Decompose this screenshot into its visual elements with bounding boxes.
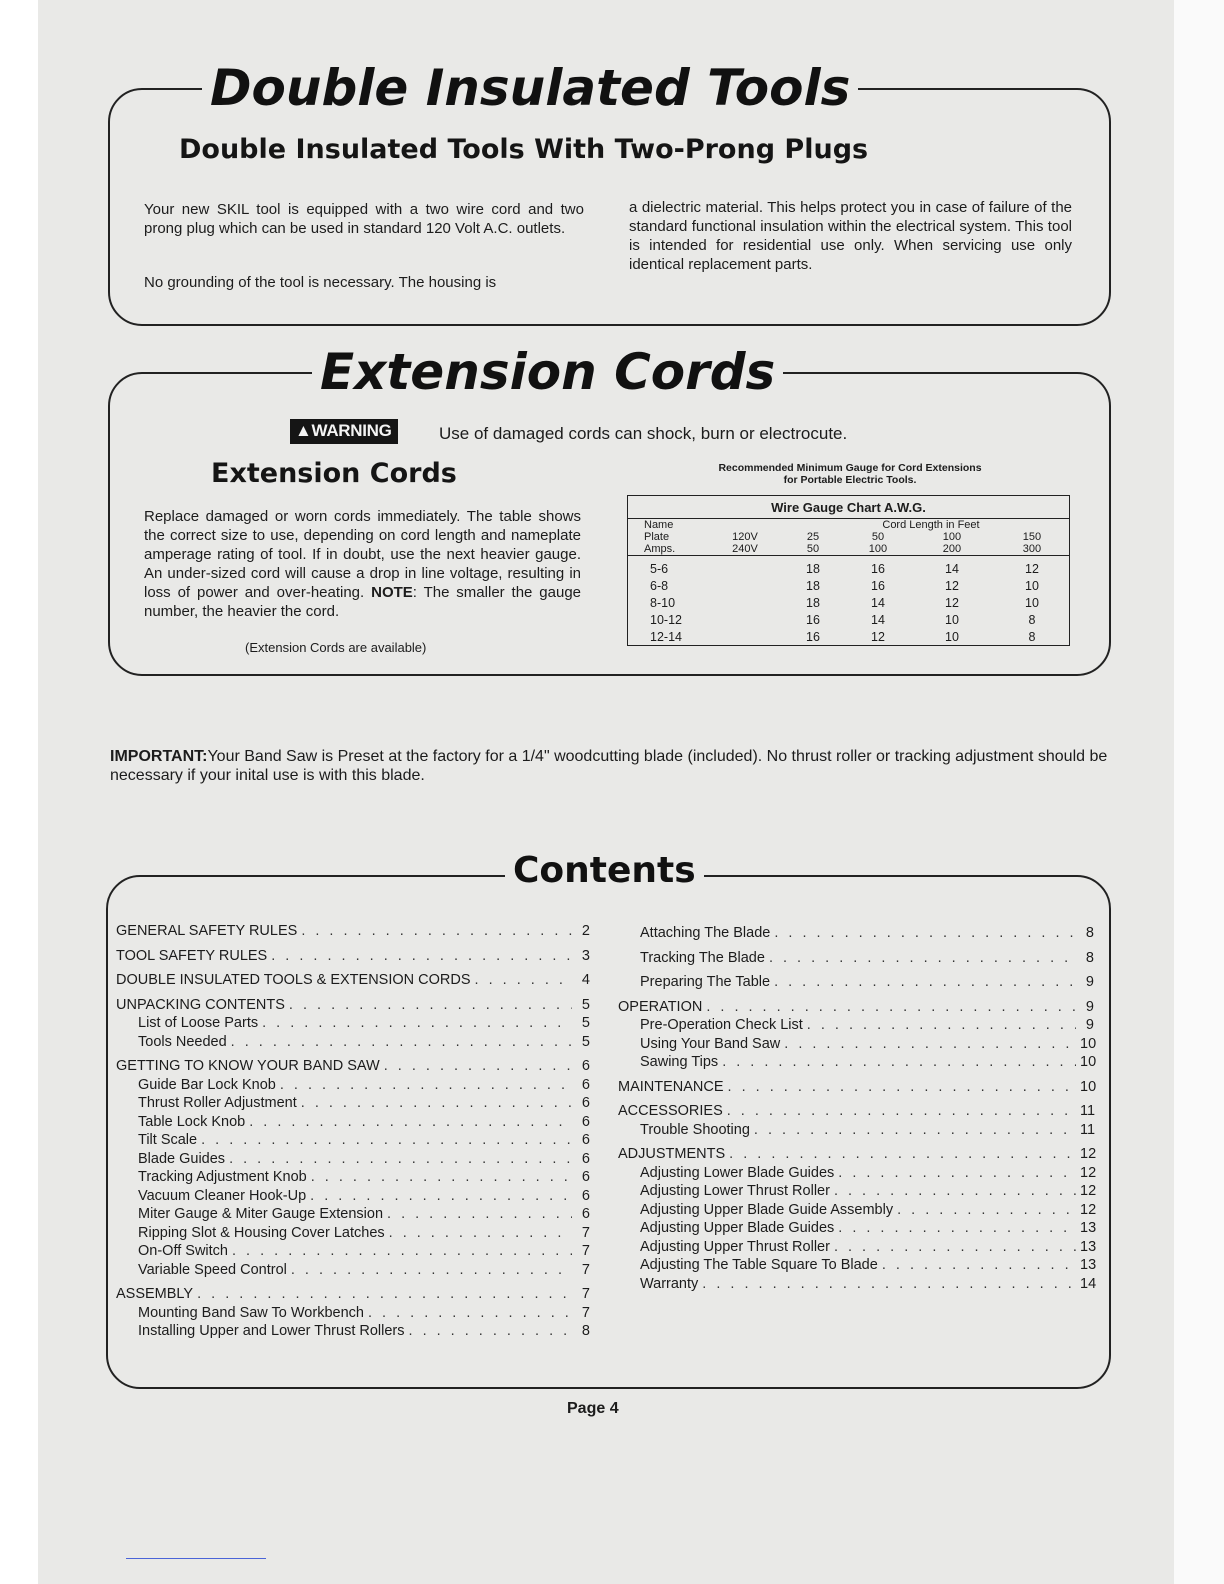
toc-entry (618, 1201, 1097, 1220)
gauge-col-name-plate (628, 519, 711, 556)
toc-entry-page: 14 (1080, 1275, 1097, 1292)
double-insulated-subtitle: Double Insulated Tools With Two-Prong Plugs (179, 134, 869, 165)
toc-leader-dots (838, 1164, 1076, 1183)
toc-leader-dots (769, 949, 1076, 968)
double-insulated-left-p2: No grounding of the tool is necessary. The housing is (144, 274, 497, 291)
toc-entry (618, 1016, 1094, 1035)
toc-entry-title: TOOL SAFETY RULES (116, 947, 268, 964)
toc-leader-dots (310, 1187, 572, 1206)
extension-cords-body (144, 507, 581, 621)
toc-entry-page: 6 (581, 1150, 590, 1167)
gauge-value-cell: 8 (1028, 612, 1036, 627)
contents-right-column (618, 924, 1097, 1293)
toc-entry-page: 6 (581, 1187, 590, 1204)
toc-entry-title: OPERATION (618, 998, 703, 1015)
gauge-volts-120: 120V (732, 531, 758, 543)
toc-leader-dots (728, 1078, 1076, 1097)
toc-entry-title: ASSEMBLY (116, 1286, 194, 1302)
toc-leader-dots (475, 971, 572, 990)
gauge-volts-spacer (711, 594, 779, 611)
gauge-length-header (779, 519, 1070, 556)
toc-entry (116, 1113, 590, 1132)
toc-entry-page: 7 (581, 1261, 590, 1278)
toc-leader-dots (231, 1033, 572, 1052)
toc-leader-dots (301, 922, 572, 941)
toc-entry (618, 1078, 1097, 1097)
gauge-amps-cell: 5-6 (650, 561, 669, 576)
toc-entry (116, 996, 590, 1015)
toc-entry-page: 10 (1080, 1054, 1097, 1070)
gauge-length-120-d: 150 (1022, 531, 1042, 543)
gauge-chart-heading: Wire Gauge Chart A.W.G. (628, 496, 1070, 519)
toc-entry-title: Pre-Operation Check List (640, 1017, 803, 1033)
toc-entry-title: Guide Bar Lock Knob (138, 1076, 276, 1093)
toc-entry (116, 1285, 590, 1304)
toc-entry-title: GETTING TO KNOW YOUR BAND SAW (116, 1058, 380, 1074)
toc-entry-page: 9 (1085, 1017, 1094, 1033)
gauge-cord-length-label: Cord Length in Feet (882, 519, 980, 531)
toc-leader-dots (722, 1053, 1076, 1072)
toc-entry-page: 12 (1080, 1201, 1097, 1218)
toc-entry-page: 7 (581, 1304, 590, 1321)
toc-leader-dots (232, 1242, 572, 1261)
toc-entry-page: 6 (581, 1076, 590, 1093)
toc-entry-title: Tracking Adjustment Knob (138, 1169, 307, 1185)
toc-entry-title: Ripping Slot & Housing Cover Latches (138, 1224, 385, 1241)
toc-leader-dots (706, 998, 1076, 1017)
gauge-length-240-c: 200 (942, 543, 962, 555)
toc-leader-dots (229, 1150, 572, 1169)
toc-leader-dots (384, 1057, 572, 1076)
gauge-col-plate: Plate (644, 531, 670, 543)
toc-leader-dots (280, 1076, 572, 1095)
toc-entry-title: Trouble Shooting (640, 1121, 750, 1138)
toc-entry-title: On-Off Switch (138, 1243, 228, 1259)
gauge-value-cell: 16 (806, 612, 820, 627)
toc-entry-page: 13 (1080, 1238, 1097, 1255)
gauge-length-240-b: 100 (868, 543, 888, 555)
toc-leader-dots (368, 1304, 572, 1323)
toc-entry-page: 13 (1080, 1257, 1097, 1273)
contents-left-column (116, 922, 590, 1341)
toc-entry-title: UNPACKING CONTENTS (116, 996, 285, 1013)
toc-leader-dots (311, 1168, 572, 1187)
toc-entry-title: DOUBLE INSULATED TOOLS & EXTENSION CORDS (116, 972, 471, 988)
toc-entry-page: 6 (581, 1095, 590, 1111)
note-text: : The smaller the gauge number, the heavier the cord. (144, 584, 582, 620)
toc-entry-title: Using Your Band Saw (640, 1035, 781, 1052)
toc-entry (618, 1256, 1097, 1275)
toc-entry (116, 1131, 590, 1150)
toc-entry-title: Variable Speed Control (138, 1261, 287, 1278)
gauge-value-cell: 14 (945, 561, 959, 576)
toc-leader-dots (409, 1322, 572, 1341)
toc-entry (618, 1035, 1097, 1054)
toc-entry-page: 6 (581, 1058, 590, 1074)
toc-entry (618, 1238, 1097, 1257)
gauge-length-240-a: 50 (806, 543, 820, 555)
toc-entry-title: List of Loose Parts (138, 1015, 259, 1031)
toc-entry-title: MAINTENANCE (618, 1078, 724, 1095)
gauge-amps-cell: 6-8 (650, 578, 669, 593)
toc-entry-title: Table Lock Knob (138, 1113, 246, 1130)
gauge-value-cell: 14 (871, 612, 885, 627)
toc-leader-dots (774, 924, 1076, 943)
toc-entry-page: 5 (581, 996, 590, 1013)
toc-entry-page: 7 (581, 1243, 590, 1259)
toc-entry (116, 1094, 590, 1113)
toc-entry-title: Tracking The Blade (640, 949, 765, 966)
toc-leader-dots (807, 1016, 1076, 1035)
toc-leader-dots (301, 1094, 572, 1113)
toc-leader-dots (201, 1131, 572, 1150)
gauge-row (628, 577, 1070, 594)
toc-entry-page: 2 (581, 923, 590, 939)
important-note (110, 747, 1110, 785)
gauge-row (628, 594, 1070, 611)
bottom-rule (126, 1558, 266, 1559)
toc-leader-dots (754, 1121, 1076, 1140)
toc-entry-title: Warranty (640, 1275, 699, 1292)
gauge-volts-spacer (711, 611, 779, 628)
gauge-row (628, 628, 1070, 646)
toc-entry-page: 13 (1080, 1220, 1097, 1236)
double-insulated-right-p1: a dielectric material. This helps protect you in case of failure of the standard functional insulation within the electrical system. This tool is intended for residential use only. When servicing use only identical replacement parts. (629, 199, 1072, 273)
gauge-value-cell: 18 (806, 595, 820, 610)
toc-entry-page: 9 (1085, 998, 1094, 1015)
toc-entry-page: 8 (581, 1323, 590, 1339)
toc-entry (116, 1168, 590, 1187)
toc-entry-page: 7 (581, 1224, 590, 1241)
toc-entry-page: 10 (1080, 1078, 1097, 1095)
toc-entry-title: Adjusting Upper Thrust Roller (640, 1238, 830, 1255)
gauge-chart-title (660, 462, 1040, 486)
toc-leader-dots (838, 1219, 1076, 1238)
toc-entry (618, 1053, 1097, 1072)
gauge-value-cell: 10 (945, 612, 959, 627)
toc-entry (618, 1102, 1094, 1121)
gauge-volts-spacer (711, 628, 779, 646)
toc-leader-dots (262, 1014, 572, 1033)
toc-entry (116, 1076, 590, 1095)
toc-entry-page: 8 (1085, 949, 1094, 966)
gauge-value-cell: 16 (871, 561, 885, 576)
gauge-value-cell: 12 (945, 578, 959, 593)
gauge-value-cell: 8 (1028, 629, 1036, 644)
toc-entry-page: 12 (1080, 1146, 1097, 1162)
toc-entry-title: Vacuum Cleaner Hook-Up (138, 1187, 307, 1204)
toc-leader-dots (897, 1201, 1076, 1220)
toc-entry (618, 1145, 1097, 1164)
toc-entry (116, 1150, 590, 1169)
toc-entry (116, 1057, 590, 1076)
toc-entry (116, 1322, 590, 1341)
extension-cords-banner: Extension Cords (312, 347, 783, 397)
toc-entry (116, 1033, 590, 1052)
gauge-length-120-a: 25 (806, 531, 820, 543)
toc-entry-title: Installing Upper and Lower Thrust Rollers (138, 1323, 405, 1339)
toc-entry (116, 1187, 590, 1206)
toc-leader-dots (834, 1182, 1076, 1201)
toc-entry (116, 1224, 590, 1243)
warning-badge: ▲WARNING (290, 419, 398, 444)
toc-entry-title: Thrust Roller Adjustment (138, 1095, 297, 1111)
toc-entry-title: Adjusting The Table Square To Blade (640, 1257, 878, 1273)
toc-entry-title: Adjusting Upper Blade Guides (640, 1220, 835, 1236)
gauge-value-cell: 12 (1025, 561, 1039, 576)
toc-entry (618, 1182, 1097, 1201)
gauge-value-cell: 18 (806, 578, 820, 593)
note-label: NOTE (371, 584, 413, 601)
gauge-col-volts (711, 519, 779, 556)
toc-entry-page: 6 (581, 1132, 590, 1148)
extension-cords-available: (Extension Cords are available) (245, 640, 427, 655)
toc-entry-page: 4 (581, 972, 590, 988)
toc-entry (618, 998, 1094, 1017)
toc-entry-page: 9 (1085, 974, 1094, 990)
toc-entry-title: Mounting Band Saw To Workbench (138, 1304, 364, 1321)
toc-entry-page: 11 (1080, 1103, 1096, 1119)
toc-entry (618, 1164, 1097, 1183)
toc-entry (116, 1014, 590, 1033)
toc-entry-title: GENERAL SAFETY RULES (116, 923, 298, 939)
toc-entry-title: Adjusting Lower Blade Guides (640, 1164, 835, 1181)
toc-entry-title: ACCESSORIES (618, 1103, 723, 1119)
toc-leader-dots (729, 1145, 1076, 1164)
toc-entry-page: 10 (1080, 1035, 1097, 1052)
gauge-chart-title-line1: Recommended Minimum Gauge for Cord Extensions (718, 462, 982, 474)
gauge-value-cell: 10 (1025, 595, 1039, 610)
gauge-length-120-b: 50 (871, 531, 885, 543)
toc-entry (116, 1261, 590, 1280)
toc-entry (618, 924, 1094, 943)
gauge-lengths-240 (779, 543, 1069, 555)
toc-entry-title: Tools Needed (138, 1033, 227, 1050)
gauge-lengths-120 (779, 531, 1069, 543)
gauge-row (628, 611, 1070, 628)
gauge-amps-cell: 12-14 (650, 629, 682, 644)
gauge-row (628, 556, 1070, 578)
toc-leader-dots (834, 1238, 1076, 1257)
toc-leader-dots (291, 1261, 572, 1280)
gauge-length-120-c: 100 (942, 531, 962, 543)
toc-leader-dots (249, 1113, 572, 1132)
gauge-value-cell: 16 (871, 578, 885, 593)
toc-entry-page: 11 (1080, 1121, 1096, 1138)
page-number: Page 4 (567, 1400, 619, 1417)
toc-leader-dots (882, 1256, 1076, 1275)
toc-leader-dots (271, 947, 572, 966)
toc-entry-page: 12 (1080, 1183, 1097, 1199)
gauge-col-amps: Amps. (644, 543, 676, 555)
toc-entry (618, 1121, 1094, 1140)
extension-cords-heading: Extension Cords (211, 458, 457, 489)
toc-entry (116, 947, 590, 966)
contents-banner: Contents (505, 853, 704, 889)
toc-entry (618, 949, 1094, 968)
toc-entry-page: 6 (581, 1206, 590, 1222)
toc-entry-title: Adjusting Upper Blade Guide Assembly (640, 1201, 894, 1218)
toc-entry (116, 971, 590, 990)
toc-leader-dots (702, 1275, 1076, 1294)
extension-cords-text: Replace damaged or worn cords immediately. The table shows the correct size to use, depending on cord length and nameplate amperage rating of tool. If in doubt, use the next heavier gauge. An under-sized cord will cause a drop in line voltage, resulting in loss of power and over-heating. (144, 508, 581, 601)
toc-entry-page: 3 (581, 947, 590, 964)
gauge-rows (628, 556, 1070, 646)
gauge-volts-spacer (711, 577, 779, 594)
toc-leader-dots (289, 996, 572, 1015)
toc-leader-dots (784, 1035, 1076, 1054)
gauge-col-name: Name (644, 519, 674, 531)
warning-text: Use of damaged cords can shock, burn or electrocute. (439, 424, 848, 443)
gauge-value-cell: 14 (871, 595, 885, 610)
toc-entry (116, 922, 590, 941)
gauge-value-cell: 16 (806, 629, 820, 644)
toc-entry (116, 1205, 590, 1224)
page-edge (1174, 0, 1224, 1584)
gauge-value-cell: 12 (871, 629, 885, 644)
toc-entry-title: ADJUSTMENTS (618, 1146, 726, 1162)
toc-entry-title: Preparing The Table (640, 974, 771, 990)
toc-entry-title: Adjusting Lower Thrust Roller (640, 1183, 830, 1199)
gauge-volts-240: 240V (732, 543, 758, 555)
toc-entry (618, 1275, 1097, 1294)
toc-entry-page: 7 (581, 1286, 590, 1302)
toc-entry-page: 6 (581, 1113, 590, 1130)
toc-entry-page: 6 (581, 1169, 590, 1185)
toc-leader-dots (727, 1102, 1076, 1121)
important-text: Your Band Saw is Preset at the factory for a 1/4" woodcutting blade (included). No thrust roller or tracking adjustment should be necessary if your inital use is with this blade. (110, 748, 1108, 784)
gauge-value-cell: 10 (945, 629, 959, 644)
toc-leader-dots (387, 1205, 572, 1224)
toc-entry-title: Miter Gauge & Miter Gauge Extension (138, 1206, 384, 1222)
gauge-amps-cell: 10-12 (650, 612, 682, 627)
toc-entry-page: 5 (581, 1015, 590, 1031)
gauge-value-cell: 10 (1025, 578, 1039, 593)
toc-leader-dots (774, 973, 1076, 992)
toc-entry (116, 1242, 590, 1261)
wire-gauge-table (627, 495, 1070, 646)
toc-entry-page: 12 (1080, 1164, 1097, 1181)
toc-entry (116, 1304, 590, 1323)
toc-entry-title: Blade Guides (138, 1150, 226, 1167)
gauge-chart-title-line2: for Portable Electric Tools. (783, 474, 917, 486)
toc-entry-page: 5 (581, 1033, 590, 1050)
double-insulated-banner: Double Insulated Tools (202, 63, 858, 113)
toc-entry-title: Attaching The Blade (640, 925, 771, 941)
toc-leader-dots (389, 1224, 572, 1243)
important-label: IMPORTANT: (110, 748, 208, 765)
gauge-amps-cell: 8-10 (650, 595, 676, 610)
gauge-value-cell: 18 (806, 561, 820, 576)
toc-entry-page: 8 (1085, 925, 1094, 941)
gauge-value-cell: 12 (945, 595, 959, 610)
double-insulated-left-p1: Your new SKIL tool is equipped with a two wire cord and two prong plug which can be used in standard 120 Volt A.C. outlets. (144, 201, 584, 237)
toc-entry-title: Tilt Scale (138, 1132, 198, 1148)
toc-leader-dots (197, 1285, 572, 1304)
gauge-length-240-d: 300 (1022, 543, 1042, 555)
gauge-volts-spacer (711, 556, 779, 578)
toc-entry (618, 1219, 1097, 1238)
toc-entry (618, 973, 1094, 992)
toc-entry-title: Sawing Tips (640, 1054, 719, 1070)
